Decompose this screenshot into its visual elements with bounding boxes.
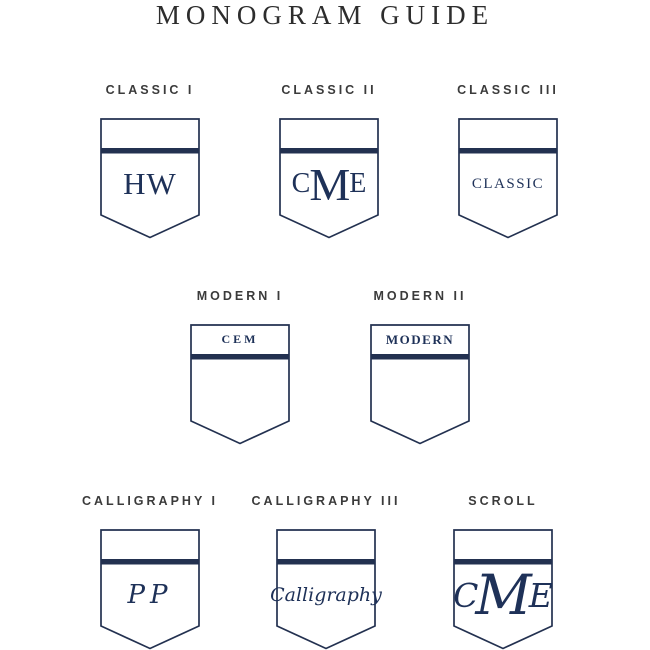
page-title: MONOGRAM GUIDE	[155, 0, 495, 30]
monogram-style-modern-1	[165, 289, 315, 445]
pennant-banner	[270, 529, 382, 650]
monogram-initial-middle: M	[475, 563, 532, 627]
pennant-banner	[458, 118, 558, 239]
monogram-sample: HW	[123, 166, 177, 201]
monogram-style-modern-2	[345, 289, 495, 445]
style-label: CALLIGRAPHY I	[82, 494, 218, 508]
monogram-style-calligraphy-3	[251, 494, 401, 650]
monogram-initial-middle: M	[309, 158, 351, 210]
monogram-style-scroll	[428, 494, 578, 650]
style-label: CLASSIC III	[457, 83, 559, 97]
pennant-banner	[190, 324, 290, 445]
monogram-style-classic-1	[75, 83, 225, 239]
pennant-banner	[370, 324, 470, 445]
style-label: SCROLL	[468, 494, 538, 508]
monogram-sample: Calligraphy	[270, 584, 382, 606]
style-label: CALLIGRAPHY III	[251, 494, 401, 508]
monogram-sample: CEM	[221, 332, 259, 346]
monogram-initial-first: C	[453, 575, 479, 615]
style-label: CLASSIC I	[105, 83, 195, 97]
monogram-style-classic-3	[433, 83, 583, 239]
monogram-initial-first: C	[291, 168, 311, 199]
monogram-sample	[282, 154, 376, 214]
monogram-style-calligraphy-1	[75, 494, 225, 650]
monogram-sample: CLASSIC	[471, 175, 545, 192]
monogram-sample	[453, 563, 553, 627]
pennant-banner	[453, 529, 553, 650]
style-label: MODERN II	[373, 289, 467, 303]
monogram-sample: PP	[127, 580, 173, 610]
pennant-banner	[100, 529, 200, 650]
monogram-sample: MODERN	[385, 331, 455, 347]
monogram-initial-last: E	[528, 575, 553, 615]
monogram-initial-last: E	[349, 168, 367, 199]
monogram-style-classic-2	[254, 83, 404, 239]
pennant-banner	[279, 118, 379, 239]
style-label: MODERN I	[196, 289, 284, 303]
style-label: CLASSIC II	[281, 83, 377, 97]
pennant-banner	[100, 118, 200, 239]
